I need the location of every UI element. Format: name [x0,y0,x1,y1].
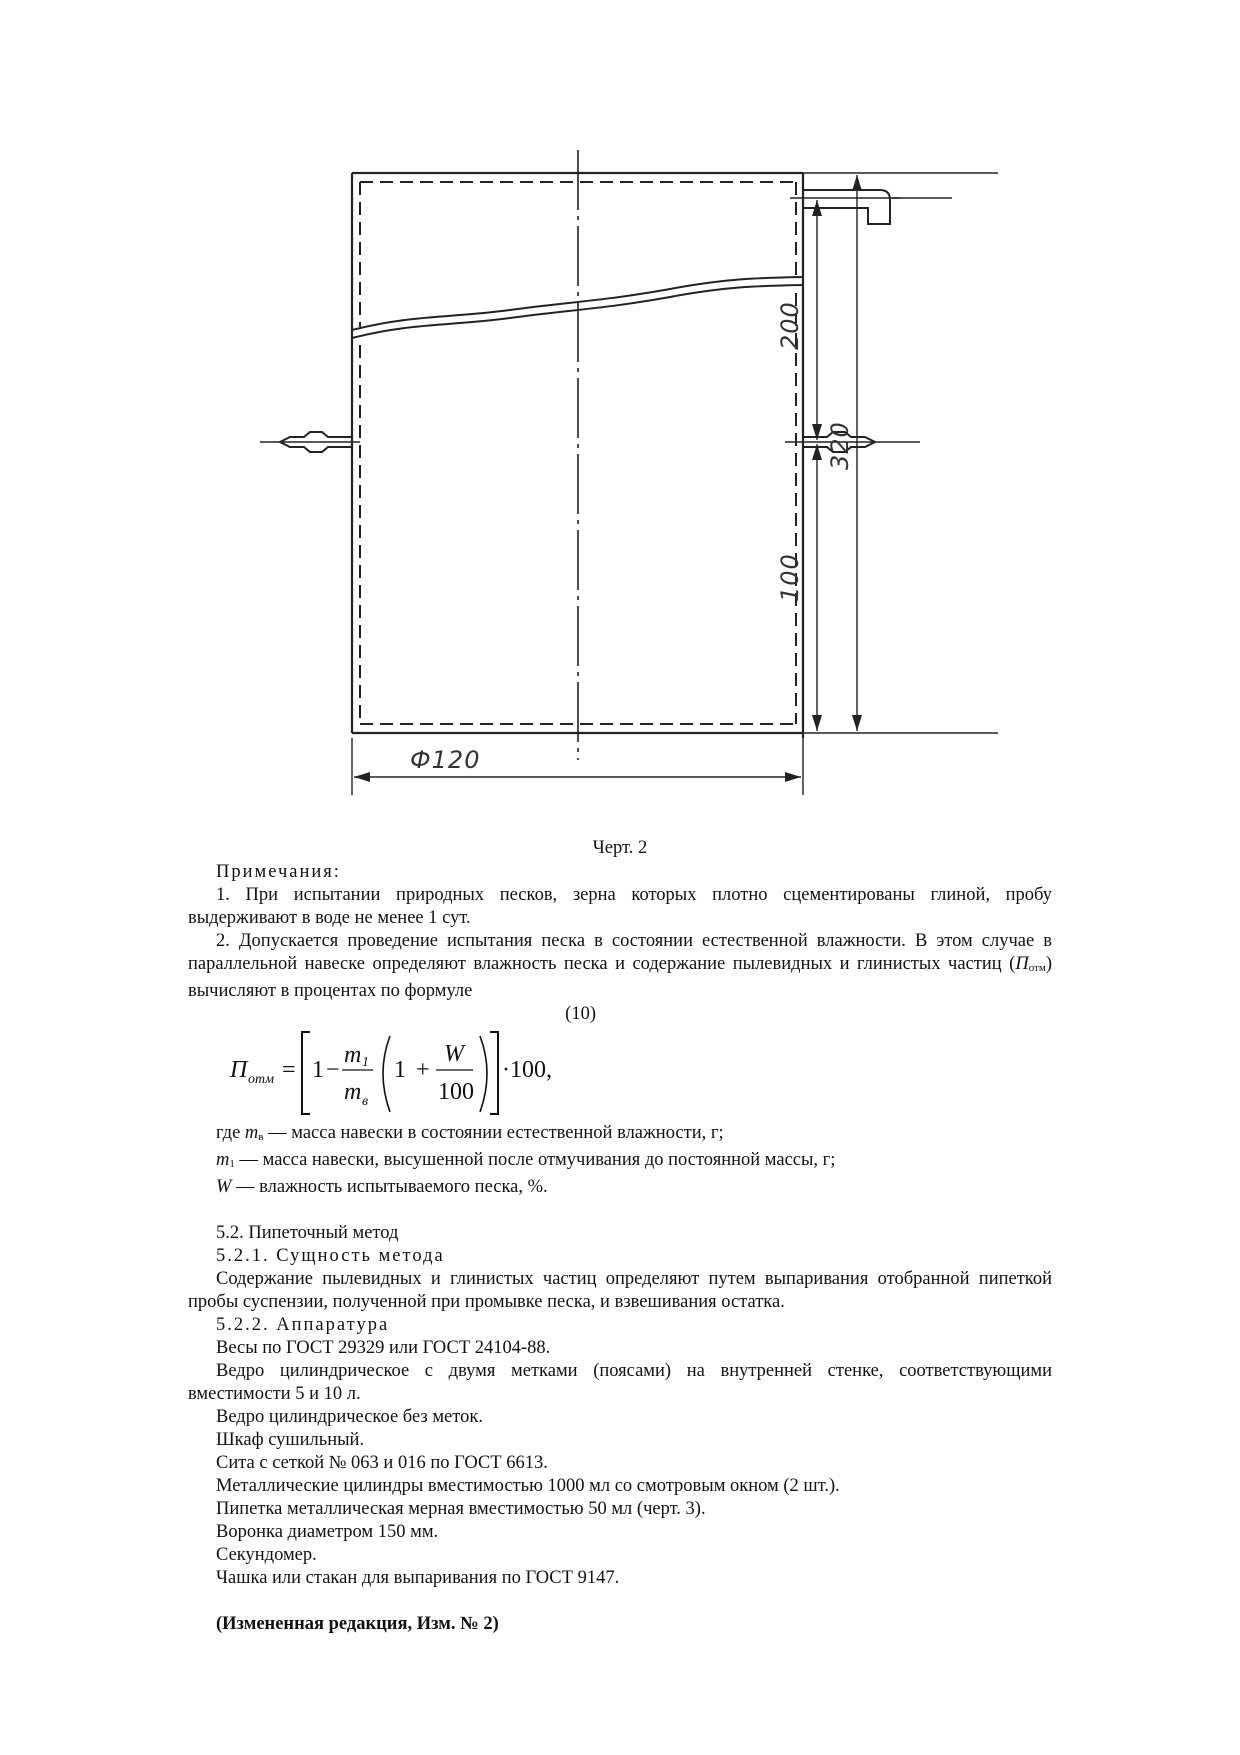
svg-text:m: m [344,1042,362,1068]
notes-heading: Примечания: [216,862,341,882]
svg-text:1: 1 [312,1057,324,1083]
where-line-1: где $m_в$ — масса навески в состоянии естественной влажности, г; [216,1123,724,1143]
figure-caption: Черт. 2 [592,838,648,858]
svg-text:W: W [444,1041,464,1067]
where-line-2: $m_1$ — масса навески, высушенной после отмучивания до постоянной массы, г; [216,1150,836,1170]
svg-text:в: в [362,1094,369,1109]
svg-text:1: 1 [394,1057,406,1083]
apparatus-item: Металлические цилиндры вместимостью 1000 мл со смотровым окном (2 шт.). [216,1476,840,1496]
section-5-2: 5.2. Пипеточный метод [216,1223,399,1243]
svg-text:−: − [326,1057,340,1083]
document-body [188,861,1052,1636]
svg-text:m: m [344,1079,362,1105]
formula-number: (10) [565,1004,596,1024]
apparatus-item: Весы по ГОСТ 29329 или ГОСТ 24104-88. [216,1338,551,1358]
revision-note: (Измененная редакция, Изм. № 2) [216,1614,499,1634]
section-5-2-2: 5.2.2. Аппаратура [216,1315,390,1335]
apparatus-item: Воронка диаметром 150 мм. [216,1522,439,1542]
svg-text:отм: отм [248,1072,275,1087]
svg-text:+: + [416,1057,430,1083]
formula-svg [218,1026,578,1122]
svg-text:·100,: ·100, [502,1057,552,1083]
apparatus-item: Ведро цилиндрическое с двумя метками (поясами) на внутренней стенке, соответствующими вместимости 5 и 10 л. [188,1361,1052,1404]
apparatus-item: Секундомер. [216,1545,317,1565]
svg-text:=: = [282,1057,296,1083]
dimension-200: 200 [776,301,804,350]
svg-text:100: 100 [438,1079,474,1105]
note-2: 2. Допускается проведение испытания песка в состоянии естественной влажности. В этом случае в параллельной навеске определяют влажность песка и содержание пылевидных и глинистых частиц $(П_{отм})$ вычисляют в процентах по формуле [188,931,1052,1001]
where-line-3: W — влажность испытываемого песка, %. [216,1177,548,1197]
formula-10 [188,1026,1052,1122]
apparatus-item: Ведро цилиндрическое без меток. [216,1407,483,1427]
dimension-diameter: Ф120 [410,746,481,774]
section-5-2-1: 5.2.1. Сущность метода [216,1246,445,1266]
apparatus-item: Чашка или стакан для выпаривания по ГОСТ 9147. [216,1568,620,1588]
svg-text:П: П [230,1057,248,1083]
technical-drawing [260,140,1000,815]
apparatus-item: Шкаф сушильный. [216,1430,365,1450]
section-5-2-1-text: Содержание пылевидных и глинистых частиц определяют путем выпаривания отобранной пипеткой пробы суспензии, полученной при промывке песка, и взвешивания остатка. [188,1269,1052,1312]
vessel-drawing-svg [260,140,1000,815]
svg-text:1: 1 [362,1055,369,1070]
note-1: 1. При испытании природных песков, зерна которых плотно сцементированы глиной, пробу выдерживают в воде не менее 1 сут. [188,885,1052,928]
dimension-320: 320 [826,421,854,470]
dimension-100: 100 [776,553,804,602]
apparatus-item: Пипетка металлическая мерная вместимостью 50 мл (черт. 3). [216,1499,706,1519]
apparatus-item: Сита с сеткой № 063 и 016 по ГОСТ 6613. [216,1453,548,1473]
